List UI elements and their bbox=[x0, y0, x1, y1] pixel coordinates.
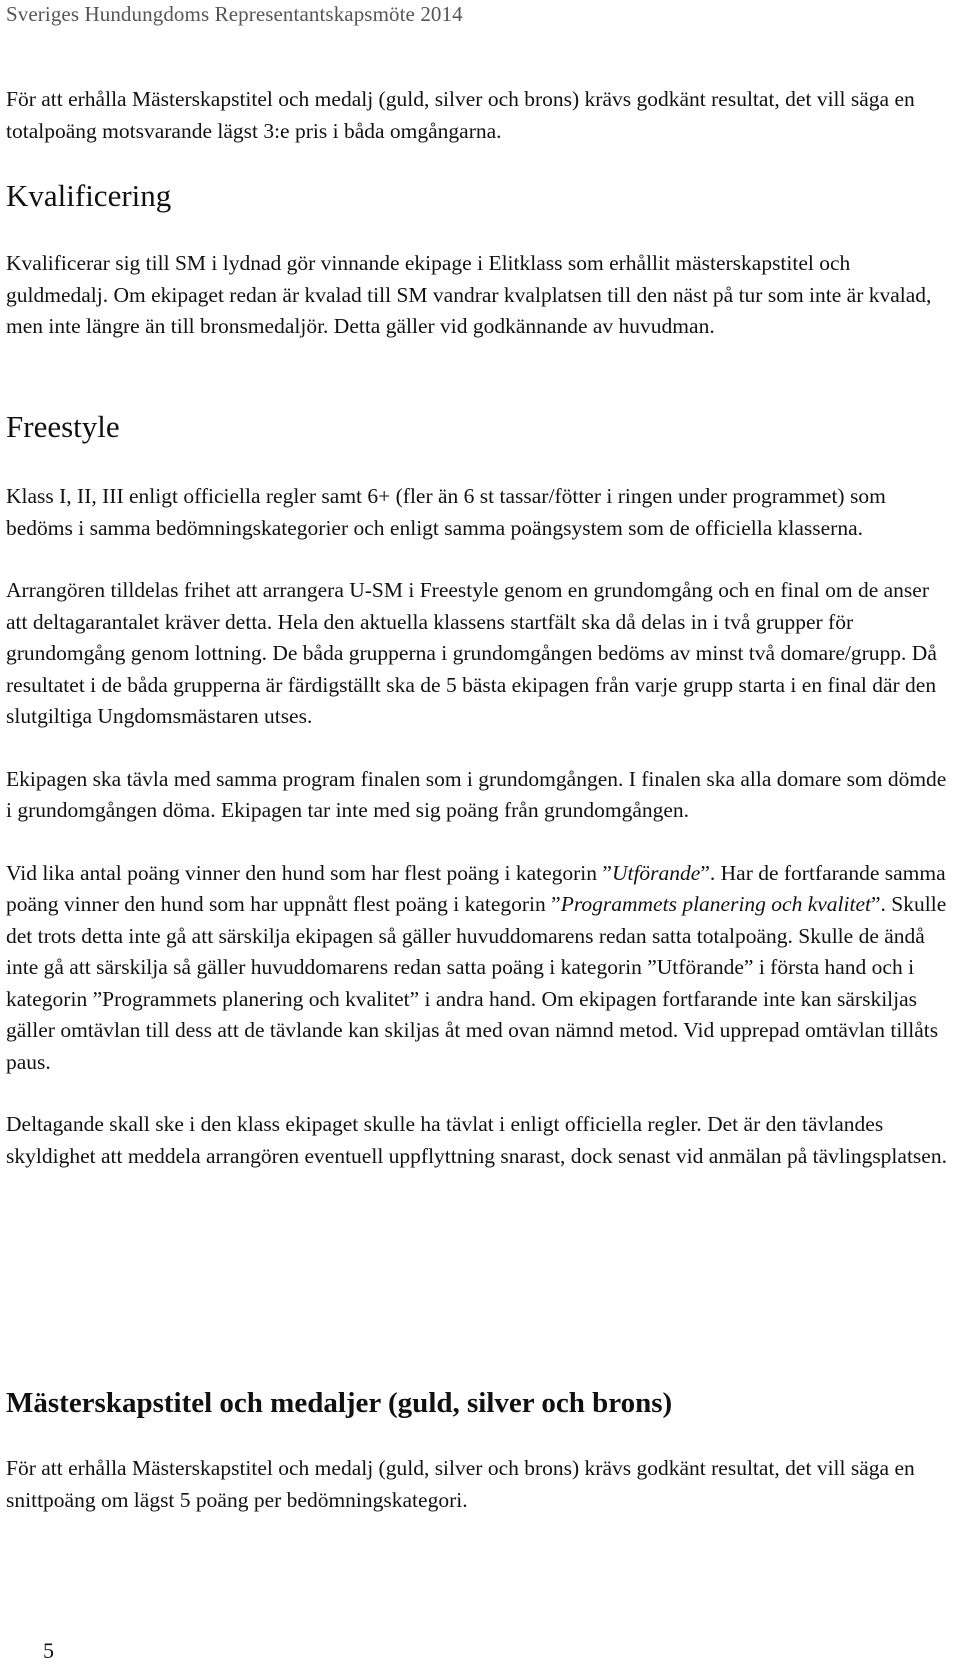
freestyle-paragraph-1: Klass I, II, III enligt officiella regler samt 6+ (fler än 6 st tassar/fötter i ringen under programmet) som bedöms i samma bedömningskategorier och enligt samma poängsystem som de officiella klasserna. bbox=[6, 484, 886, 540]
intro-paragraph: För att erhålla Mästerskapstitel och medalj (guld, silver och brons) krävs godkänt resultat, det vill säga en totalpoäng motsvarande lägst 3:e pris i båda omgångarna. bbox=[6, 87, 915, 143]
freestyle-paragraph-5: Deltagande skall ske i den klass ekipaget skulle ha tävlat i enligt officiella regler. Det är den tävlandes skyldighet att meddela arrangören eventuell uppflyttning snarast, dock senast vid anmälan på tävlingsplatsen. bbox=[6, 1112, 947, 1168]
tiebreak-text-b: ”. Har de fortfarande samma poäng vinner den hund som har uppnått flest poäng i kategorin ” bbox=[6, 860, 946, 916]
freestyle-paragraph-3 bbox=[6, 764, 954, 827]
medaljer-paragraph: För att erhålla Mästerskapstitel och medalj (guld, silver och brons) krävs godkänt resultat, det vill säga en snittpoäng om lägst 5 poäng per bedömningskategori. bbox=[6, 1456, 915, 1512]
tiebreak-category-2: Programmets planering och kvalitet bbox=[560, 892, 871, 916]
kvalificering-heading: Kvalificering bbox=[6, 178, 172, 213]
kvalificering-paragraph: Kvalificerar sig till SM i lydnad gör vinnande ekipage i Elitklass som erhållit mästerskapstitel och guldmedalj. Om ekipaget redan är kvalad till SM vandrar kvalplatsen till den näst på tur som inte är kvalad, men inte längre än till bronsmedaljör. Detta gäller vid godkännande av huvudman. bbox=[6, 251, 932, 338]
intro-section bbox=[6, 84, 954, 147]
medaljer-heading: Mästerskapstitel och medaljer (guld, silver och brons) bbox=[6, 1387, 673, 1419]
running-header: Sveriges Hundungdoms Representantskapsmöte 2014 bbox=[6, 2, 463, 26]
freestyle-heading: Freestyle bbox=[6, 409, 120, 444]
page-number: 5 bbox=[43, 1638, 54, 1663]
tiebreak-text-a: Vid lika antal poäng vinner den hund som har flest poäng i kategorin ” bbox=[6, 860, 612, 885]
freestyle-paragraph-2: Arrangören tilldelas frihet att arrangera U-SM i Freestyle genom en grundomgång och en final om de anser att deltagarantalet kräver detta. Hela den aktuella klassens startfält ska då delas in i två grupper för grundomgång genom lottning. De båda grupperna i grundomgången bedöms av minst två domare/grupp. Då resultatet i de båda grupperna är färdigställt ska de 5 bästa ekipagen från varje grupp starta i en final där den slutgiltiga Ungdomsmästaren utses. bbox=[6, 578, 937, 728]
freestyle-section bbox=[6, 407, 954, 1172]
medaljer-section bbox=[6, 1383, 954, 1516]
tiebreak-category-1: Utförande bbox=[611, 860, 701, 885]
freestyle-paragraph-3-text: Ekipagen ska tävla med samma program finalen som i grundomgången. I finalen ska alla domare som dömde i grundomgången döma. Ekipagen tar inte med sig poäng från grundomgången. bbox=[6, 766, 947, 822]
freestyle-paragraph-4 bbox=[6, 858, 954, 1079]
tiebreak-text-c: ”. Skulle det trots detta inte gå att särskilja ekipagen så gäller huvuddomarens redan satta totalpoäng. Skulle de ändå inte gå att särskilja så gäller huvuddomarens redan satta poäng i kategorin ”Utförande” i första hand och i kategorin ”Programmets planering och kvalitet” i andra hand. Om ekipagen fortfarande inte kan särskiljas gäller omtävlan till dess att de tävlande kan skiljas åt med ovan nämnd metod. Vid upprepad omtävlan tillåts paus. bbox=[6, 892, 947, 1074]
kvalificering-section bbox=[6, 176, 954, 343]
